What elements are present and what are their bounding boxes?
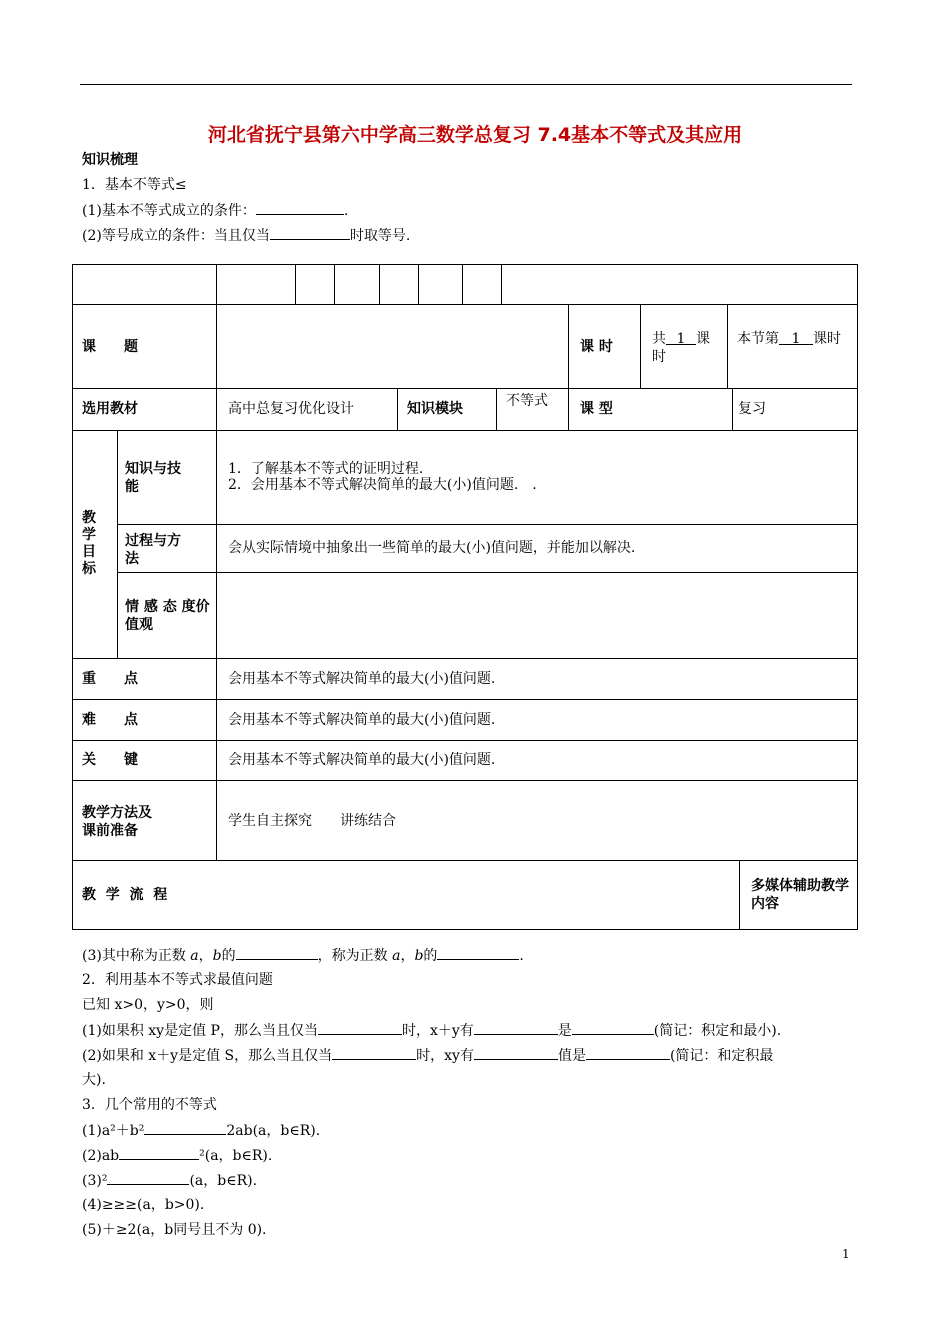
section-heading: 知识梳理 — [82, 152, 138, 168]
comma: ， — [400, 948, 415, 964]
key-point-label: 重 点 — [82, 671, 138, 687]
inequality-1-right: 2ab(a，b∈R). — [226, 1123, 321, 1139]
section-hours-value: 1 — [779, 330, 813, 345]
line-product-fixed — [82, 1020, 781, 1041]
knowledge-label: 知识与技能 — [125, 461, 181, 495]
var-a: a — [190, 948, 199, 964]
equality-text: (2)等号成立的条件：当且仅当 — [82, 228, 270, 244]
fill-blank — [474, 1020, 558, 1035]
total-hours-prefix: 共 — [652, 331, 666, 347]
fill-blank — [107, 1170, 189, 1185]
inequality-2-left: (2)ab — [82, 1148, 120, 1164]
condition-end: . — [343, 203, 349, 219]
given-line: 已知 x>0，y>0，则 — [82, 997, 214, 1013]
teaching-flow-label: 教 学 流 程 — [82, 887, 168, 903]
fill-blank — [474, 1045, 558, 1060]
mean-text-2: ，称为正数 — [317, 948, 388, 964]
inequality-3-right: (a，b∈R). — [189, 1173, 258, 1189]
line-sum-fixed-cont: 大). — [82, 1072, 106, 1088]
crux-value: 会用基本不等式解决简单的最大(小)值问题. — [228, 752, 496, 768]
inequality-5: (5)＋≥2(a，b同号且不为 0). — [82, 1222, 267, 1238]
multimedia-label: 多媒体辅助教学内容 — [751, 878, 849, 912]
equality-end: 时取等号. — [349, 228, 411, 244]
product-text: (1)如果积 xy是定值 P，那么当且仅当 — [82, 1023, 318, 1039]
sum-note: (简记：和定积最 — [669, 1048, 774, 1064]
header-rule — [80, 84, 852, 85]
method-value: 学生自主探究 讲练结合 — [228, 813, 396, 829]
sum-text: (2)如果和 x＋y是定值 S，那么当且仅当 — [82, 1048, 333, 1064]
fill-blank — [586, 1045, 670, 1060]
section-hours-prefix: 本节第 — [737, 331, 779, 347]
var-a: a — [392, 948, 401, 964]
line-basic-inequality: 1．基本不等式≤ — [82, 177, 187, 193]
fill-blank — [332, 1045, 416, 1060]
difficulty-value: 会用基本不等式解决简单的最大(小)值问题. — [228, 712, 496, 728]
method-label: 教学方法及课前准备 — [82, 805, 152, 839]
of-text: 的 — [221, 948, 236, 964]
goals-label: 教学目标 — [82, 510, 96, 577]
fill-blank — [236, 945, 318, 960]
fill-blank — [437, 945, 519, 960]
type-label: 课 型 — [580, 401, 613, 417]
section-hours-suffix: 课时 — [813, 331, 841, 347]
process-label: 过程与方法 — [125, 533, 181, 567]
section-2-heading: 2．利用基本不等式求最值问题 — [82, 972, 273, 988]
comma: ， — [198, 948, 213, 964]
difficulty-label: 难 点 — [82, 712, 138, 728]
line-sum-fixed — [82, 1045, 773, 1066]
line-condition — [82, 200, 348, 221]
section-3-heading: 3．几个常用的不等式 — [82, 1097, 217, 1113]
fill-blank — [119, 1145, 199, 1160]
key-point-value: 会用基本不等式解决简单的最大(小)值问题. — [228, 671, 496, 687]
document-title: 河北省抚宁县第六中学高三数学总复习 7.4基本不等式及其应用 — [207, 124, 743, 146]
page-number: 1 — [842, 1247, 850, 1261]
module-value: 不等式 — [506, 393, 548, 409]
inequality-1 — [82, 1120, 320, 1141]
of-text: 的 — [423, 948, 438, 964]
hours-label: 课 时 — [580, 339, 613, 355]
total-hours-value: 1 — [666, 330, 696, 345]
crux-label: 关 键 — [82, 752, 138, 768]
product-text-3: 是 — [557, 1023, 572, 1039]
condition-text: (1)基本不等式成立的条件： — [82, 203, 256, 219]
lesson-plan-table — [72, 264, 858, 930]
var-b: b — [212, 948, 222, 964]
fill-blank — [318, 1020, 402, 1035]
line-mean-definitions — [82, 945, 524, 966]
fill-blank — [144, 1120, 226, 1135]
module-label: 知识模块 — [407, 401, 463, 417]
var-b: b — [414, 948, 424, 964]
knowledge-item-1: 1．了解基本不等式的证明过程. — [228, 461, 424, 477]
total-hours — [652, 330, 722, 366]
type-value: 复习 — [738, 401, 766, 417]
process-value: 会从实际情境中抽象出一些简单的最大(小)值问题，并能加以解决. — [228, 540, 636, 556]
inequality-4: (4)≥≥≥(a，b>0). — [82, 1197, 205, 1213]
sum-text-2: 时，xy有 — [416, 1048, 474, 1064]
line-equality-condition — [82, 225, 410, 246]
fill-blank — [572, 1020, 654, 1035]
topic-label: 课 题 — [82, 339, 138, 355]
fill-blank — [256, 200, 344, 215]
knowledge-item-2: 2．会用基本不等式解决简单的最大(小)值问题. . — [228, 477, 537, 493]
inequality-1-left: (1)a²＋b² — [82, 1123, 145, 1139]
textbook-value: 高中总复习优化设计 — [228, 401, 354, 417]
product-note: (简记：积定和最小). — [653, 1023, 782, 1039]
emotion-label: 情 感 态 度价值观 — [125, 599, 210, 633]
sum-text-3: 值是 — [557, 1048, 586, 1064]
fill-blank — [270, 225, 350, 240]
mean-text: (3)其中称为正数 — [82, 948, 186, 964]
inequality-2-right: ²(a，b∈R). — [199, 1148, 273, 1164]
inequality-3 — [82, 1170, 257, 1191]
textbook-label: 选用教材 — [82, 401, 138, 417]
total-hours-suffix: 课时 — [652, 331, 710, 365]
inequality-3-left: (3)² — [82, 1173, 108, 1189]
period: . — [519, 948, 524, 964]
section-hours — [737, 330, 853, 348]
inequality-2 — [82, 1145, 272, 1166]
product-text-2: 时，x＋y有 — [401, 1023, 474, 1039]
